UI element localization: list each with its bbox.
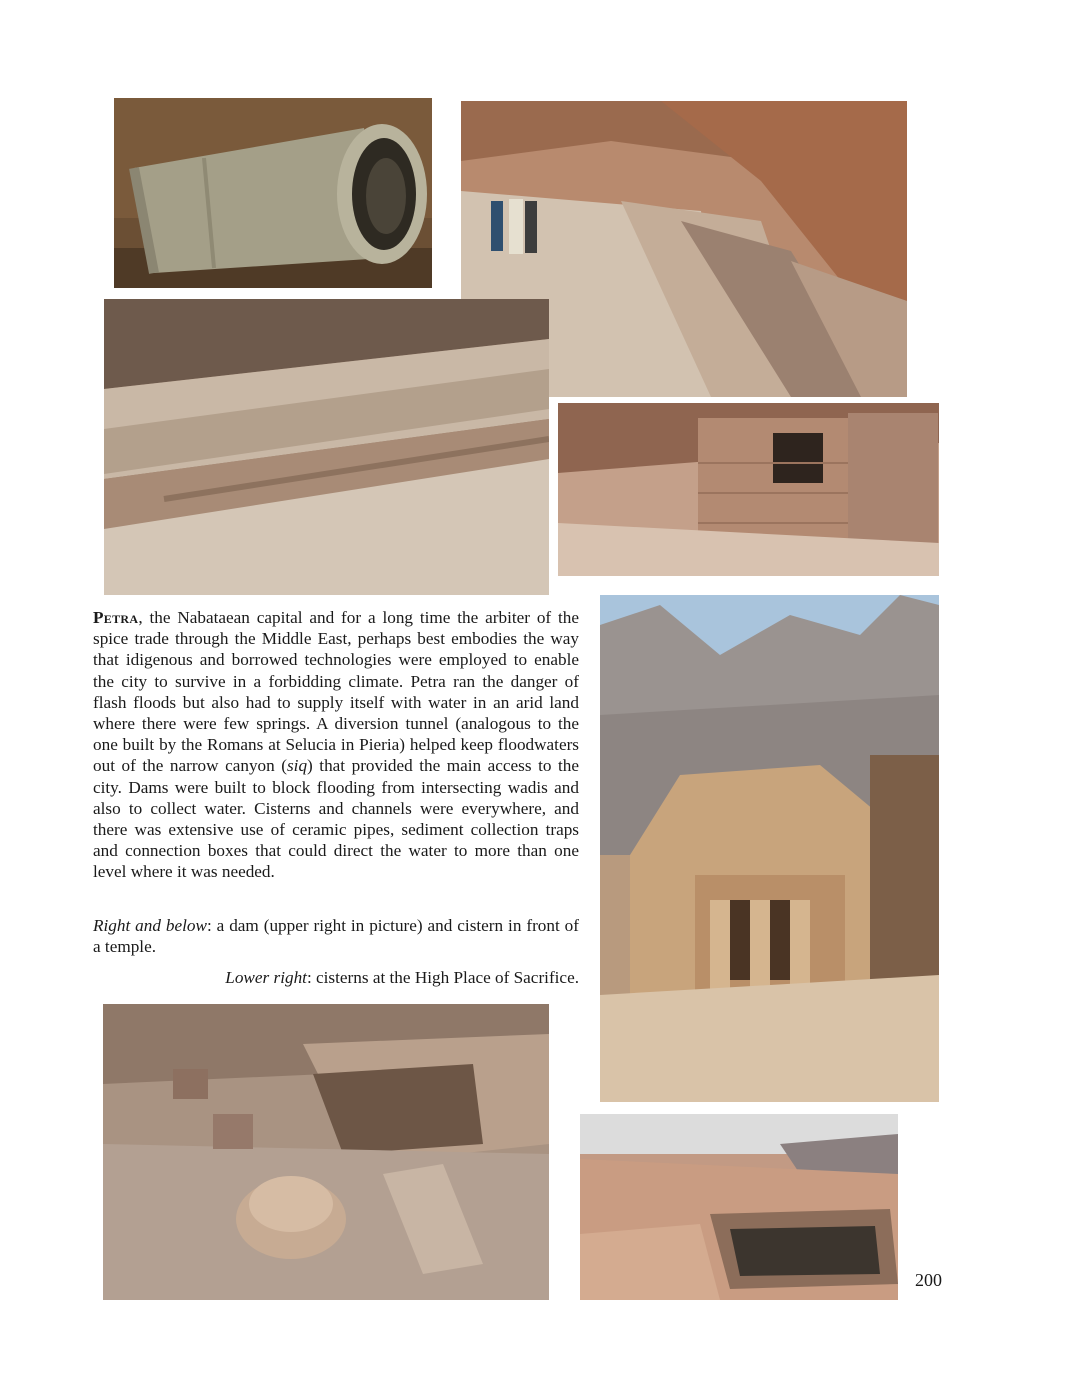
caption-lower-right <box>93 967 579 988</box>
ceramic-pipe-photo <box>114 98 432 288</box>
caption-lower-right-text: : cisterns at the High Place of Sacrifice. <box>306 968 579 987</box>
caption-right-below-text: : a dam (upper right in picture) and cistern in front of a temple. <box>93 916 579 957</box>
lead-word: Petra <box>93 608 139 627</box>
page-number: 200 <box>915 1270 942 1290</box>
caption-lower-right-label: Lower right <box>225 968 307 987</box>
high-place-of-sacrifice-cistern-photo <box>580 1114 898 1300</box>
body-part-2: ) that provided the main access to the city. Dams were built to block flooding from intersecting wadis and also to collect water. Cisterns and channels were everywhere, and there was extensive use of ceramic pipes, sediment collection traps and connection boxes that could direct the water to more than one level where it was needed. <box>93 756 579 882</box>
stone-connection-box-photo <box>558 403 939 576</box>
body-text <box>93 607 579 883</box>
cistern-in-front-of-temple-photo <box>103 1004 549 1300</box>
caption-right-below-label: Right and below <box>93 916 207 935</box>
rock-cut-channel-closeup-photo <box>104 299 549 595</box>
caption-right-and-below <box>93 915 579 957</box>
body-part-1: , the Nabataean capital and for a long time the arbiter of the spice trade through the Middle East, perhaps best embodies the way that idigenous and borrowed technologies were employed to enable the city to survive in a forbidding climate. Petra ran the danger of flash floods but also had to supply itself with water in an arid land where there were few springs. A diversion tunnel (analogous to the one built by the Romans at Selucia in Pieria) helped keep floodwaters out of the narrow canyon ( <box>93 608 579 776</box>
garden-temple-dam-photo <box>600 595 939 1102</box>
siq-term: siq <box>286 756 308 776</box>
